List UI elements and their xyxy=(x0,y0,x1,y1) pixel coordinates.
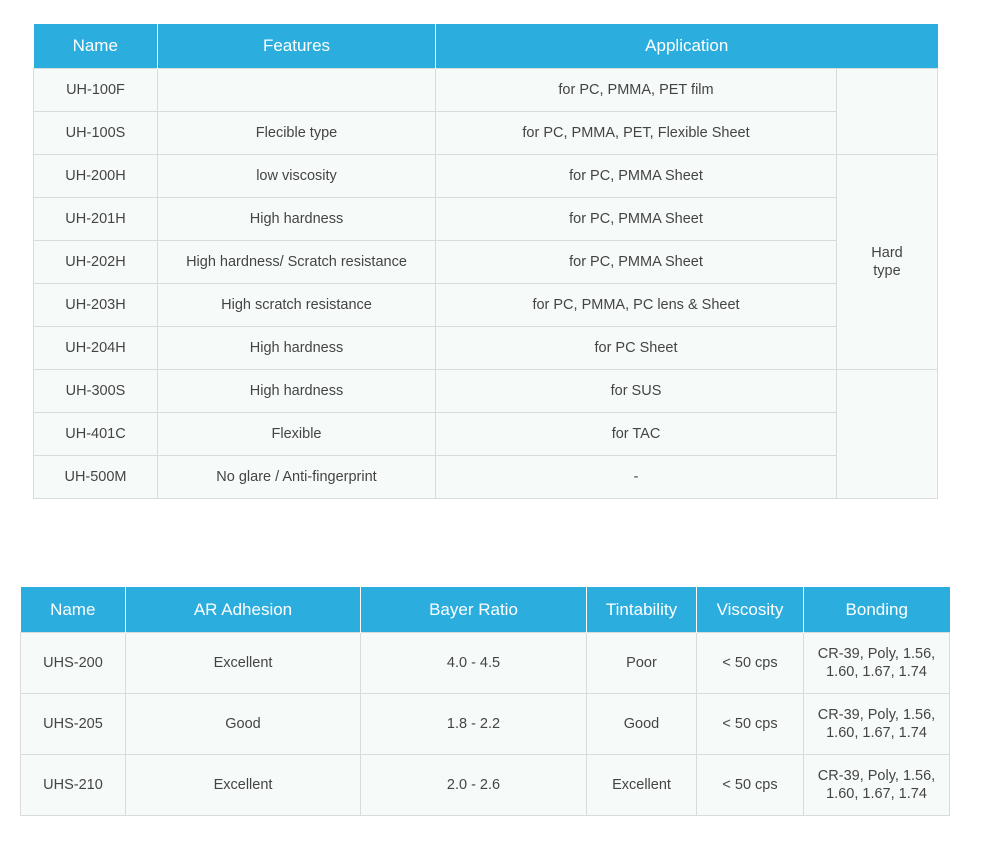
cell-features: High hardness xyxy=(158,198,436,241)
cell-viscosity: < 50 cps xyxy=(697,755,804,816)
cell-tintability: Good xyxy=(587,694,697,755)
cell-features: High scratch resistance xyxy=(158,284,436,327)
cell-name: UH-100S xyxy=(34,112,158,155)
cell-features: High hardness xyxy=(158,327,436,370)
table-row xyxy=(34,155,938,198)
cell-name: UH-100F xyxy=(34,69,158,112)
cell-application: - xyxy=(436,456,837,499)
table-row xyxy=(34,112,938,155)
cell-bayer-ratio: 2.0 - 2.6 xyxy=(361,755,587,816)
table-row xyxy=(21,755,950,816)
cell-name: UHS-210 xyxy=(21,755,126,816)
cell-application: for PC, PMMA, PET film xyxy=(436,69,837,112)
cell-features: Flecible type xyxy=(158,112,436,155)
cell-tintability: Excellent xyxy=(587,755,697,816)
cell-bayer-ratio: 1.8 - 2.2 xyxy=(361,694,587,755)
header-viscosity: Viscosity xyxy=(697,587,804,633)
table-header-row xyxy=(34,24,938,69)
cell-name: UH-500M xyxy=(34,456,158,499)
cell-application: for PC, PMMA Sheet xyxy=(436,155,837,198)
cell-features: No glare / Anti-fingerprint xyxy=(158,456,436,499)
cell-name: UH-401C xyxy=(34,413,158,456)
cell-viscosity: < 50 cps xyxy=(697,694,804,755)
table-row xyxy=(21,633,950,694)
cell-bonding: CR-39, Poly, 1.56, 1.60, 1.67, 1.74 xyxy=(804,633,950,694)
cell-bonding: CR-39, Poly, 1.56, 1.60, 1.67, 1.74 xyxy=(804,755,950,816)
cell-application: for PC, PMMA, PC lens & Sheet xyxy=(436,284,837,327)
cell-application: for PC, PMMA Sheet xyxy=(436,241,837,284)
header-name: Name xyxy=(34,24,158,69)
product-table-uhs xyxy=(20,587,950,816)
cell-name: UH-201H xyxy=(34,198,158,241)
cell-tintability: Poor xyxy=(587,633,697,694)
header-tintability: Tintability xyxy=(587,587,697,633)
header-ar-adhesion: AR Adhesion xyxy=(126,587,361,633)
cell-name: UH-203H xyxy=(34,284,158,327)
cell-application: for TAC xyxy=(436,413,837,456)
header-bayer-ratio: Bayer Ratio xyxy=(361,587,587,633)
cell-ar-adhesion: Excellent xyxy=(126,633,361,694)
cell-features: low viscosity xyxy=(158,155,436,198)
cell-ar-adhesion: Excellent xyxy=(126,755,361,816)
cell-type-group xyxy=(837,155,938,370)
cell-features: High hardness xyxy=(158,370,436,413)
cell-viscosity: < 50 cps xyxy=(697,633,804,694)
table-row xyxy=(21,694,950,755)
header-features: Features xyxy=(158,24,436,69)
cell-application: for PC Sheet xyxy=(436,327,837,370)
header-name: Name xyxy=(21,587,126,633)
cell-features: High hardness/ Scratch resistance xyxy=(158,241,436,284)
table-header-row xyxy=(21,587,950,633)
cell-name: UH-204H xyxy=(34,327,158,370)
table-row xyxy=(34,456,938,499)
cell-bayer-ratio: 4.0 - 4.5 xyxy=(361,633,587,694)
cell-name: UH-200H xyxy=(34,155,158,198)
cell-type-group xyxy=(837,370,938,499)
cell-name: UH-202H xyxy=(34,241,158,284)
cell-name: UHS-205 xyxy=(21,694,126,755)
table-row xyxy=(34,413,938,456)
type-group-label: Hard type xyxy=(871,245,903,279)
cell-bonding: CR-39, Poly, 1.56, 1.60, 1.67, 1.74 xyxy=(804,694,950,755)
cell-name: UH-300S xyxy=(34,370,158,413)
cell-features: Flexible xyxy=(158,413,436,456)
cell-application: for SUS xyxy=(436,370,837,413)
table-row xyxy=(34,69,938,112)
cell-application: for PC, PMMA, PET, Flexible Sheet xyxy=(436,112,837,155)
cell-ar-adhesion: Good xyxy=(126,694,361,755)
header-bonding: Bonding xyxy=(804,587,950,633)
cell-type-group xyxy=(837,69,938,155)
cell-application: for PC, PMMA Sheet xyxy=(436,198,837,241)
header-application: Application xyxy=(436,24,938,69)
table-row xyxy=(34,241,938,284)
table-row xyxy=(34,198,938,241)
table-row xyxy=(34,370,938,413)
table-row xyxy=(34,284,938,327)
cell-name: UHS-200 xyxy=(21,633,126,694)
cell-features xyxy=(158,69,436,112)
product-table-uh xyxy=(33,24,938,499)
table-row xyxy=(34,327,938,370)
